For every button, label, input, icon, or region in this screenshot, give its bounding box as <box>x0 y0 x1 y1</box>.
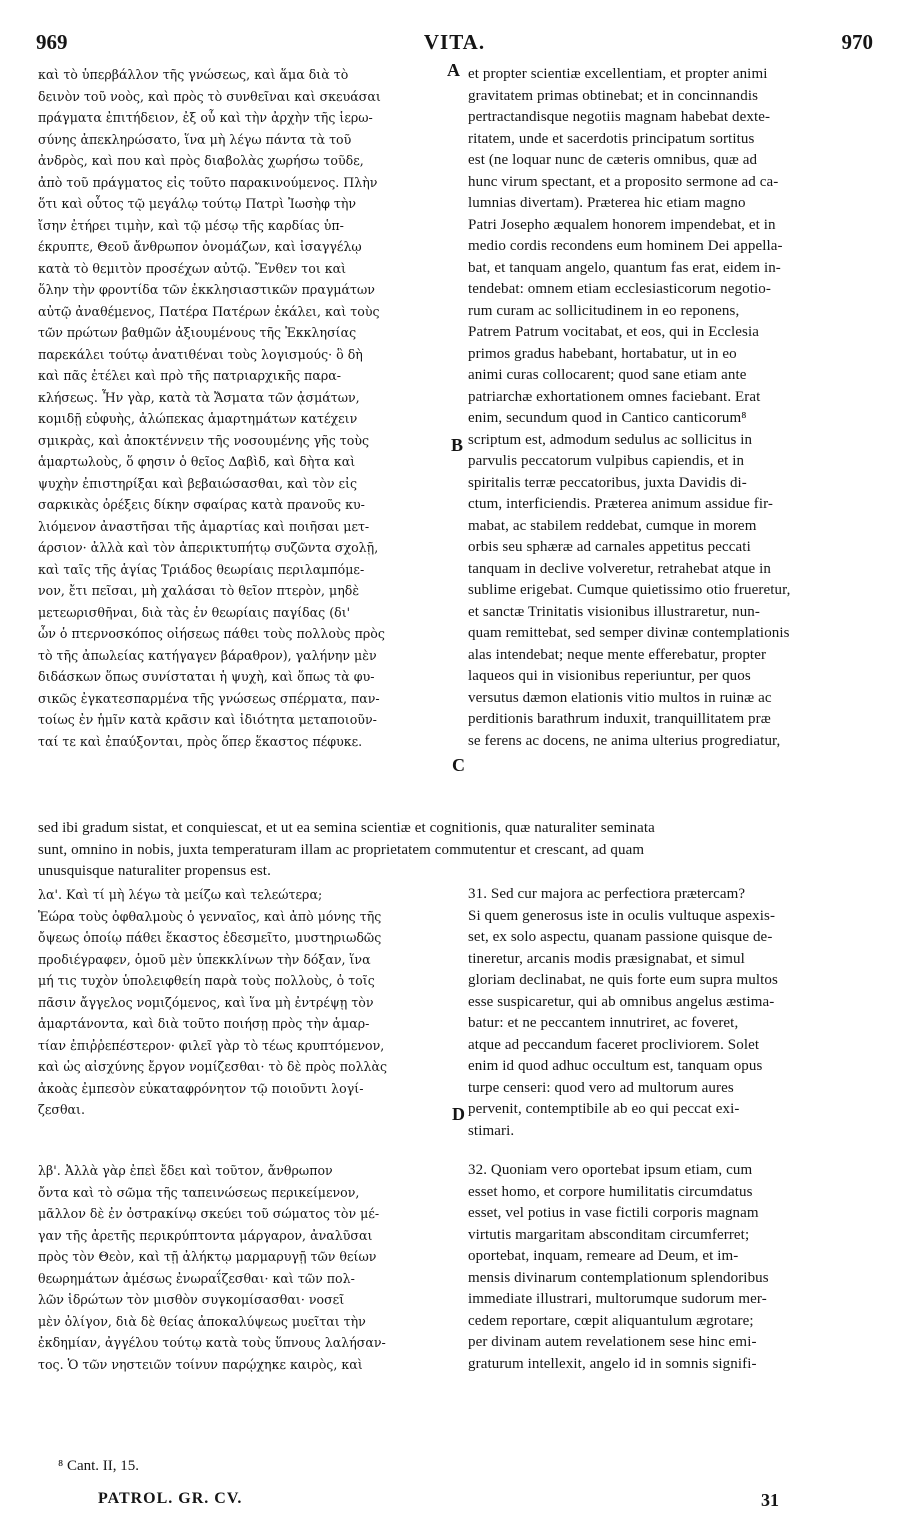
text-line: est (ne loquar nunc de cæteris omnibus, quæ ad <box>468 152 758 168</box>
text-line: μετεωρισθῆναι, διὰ τὰς ἐν θεωρίαις παγίδας (δι' <box>38 604 351 620</box>
text-line: ψυχὴν ἐπιστηρίξαι καὶ βεβαιώσασθαι, καὶ τὸν εἰς <box>38 475 358 491</box>
text-line: stimari. <box>468 1122 515 1139</box>
text-line: σαρκικὰς ὀρέξεις δίκην σφαίρας κατὰ πρανοῦς κυ- <box>38 497 365 512</box>
text-line: animi curas collocarent; quod sane etiam ante <box>468 367 747 383</box>
text-line: ἀκοὰς ἐμπεσὸν εὐκαταφρόνητον τῷ ποιοῦντι λογί- <box>38 1080 364 1096</box>
text-line: ζεσθαι. <box>38 1102 85 1117</box>
greek-section-32 <box>38 1160 458 1375</box>
text-line: σικῶς ἐγκατεσπαρμένα τῆς γνώσεως σπέρματα, παν- <box>38 690 380 706</box>
sheet-number: 31 <box>761 1490 779 1510</box>
running-header <box>36 30 873 60</box>
text-line: patriarchæ exhortationem omnes faciebant. Erat <box>468 388 761 405</box>
text-line: gravitatem primas obtinebat; et in concinnandis <box>468 87 759 104</box>
text-line: ὅλην τὴν φροντίδα τῶν ἐκκλησιαστικῶν πραγμάτων <box>38 282 375 297</box>
text-line: atque ad peccandum faceret procliviorem. Solet <box>468 1036 760 1053</box>
text-line: graturum intellexit, angelo id in somnis signifi- <box>468 1355 757 1372</box>
text-line: τίαν ἐπιῤῥεπέστερον· φιλεῖ γὰρ τὸ τέως κρυπτόμενον, <box>38 1037 385 1053</box>
text-line: enim, secundum quod in Cantico canticorum⁸ <box>468 410 747 426</box>
latin-column-upper <box>468 64 886 752</box>
text-line: ταί τε καὶ ἐπαύξονται, πρὸς ὅπερ ἕκαστος πέφυκε. <box>38 733 363 749</box>
text-line: ἐκδημίαν, ἀγγέλου τούτῳ κατὰ τοὺς ὕπνους λαλήσαν- <box>38 1335 386 1350</box>
text-line: laqueos qui in visionibus reperiuntur, per quos <box>468 668 751 684</box>
text-line: esset, vel potius in vase fictili corporis magnam <box>468 1205 759 1221</box>
text-line: pertractandisque negotiis magnam habebat dexte- <box>468 109 771 125</box>
text-line: et propter scientiæ excellentiam, et propter animi <box>468 66 768 82</box>
text-line: bat, et tanquam angelo, quantum fas erat, eidem in- <box>468 259 781 276</box>
text-line: perditionis barathrum induxit, tranquillitatem præ <box>468 711 771 727</box>
text-line: κατὰ τὸ θεμιτὸν προσέχων αὐτῷ. Ἔνθεν τοι καὶ <box>38 260 347 276</box>
text-line: tineretur, arcanis modis præsignabat, et simul <box>468 950 745 967</box>
text-line: se ferens ac docens, ne anima ulterius progrediatur, <box>468 732 781 749</box>
text-line: medio cordis recondens eum hominem Dei appella- <box>468 238 783 254</box>
text-line: τος. Ὁ τῶν νηστειῶν τοίνυν παρῴχηκε καιρὸς, καὶ <box>38 1356 363 1372</box>
text-line: gloriam declinabat, ne quis forte eum supra multos <box>468 972 778 988</box>
text-line: primos gradus habebant, hortabatur, ut in eo <box>468 345 737 362</box>
text-line: esse suspicaretur, qui ab omnibus angelus æstima- <box>468 993 775 1010</box>
text-line: mensis divinarum contemplationum splendoribus <box>468 1269 769 1286</box>
text-line: έκρυπτε, Θεοῦ ἄνθρωπον ὀνομάζων, καὶ ἰσαγγέλῳ <box>38 239 362 254</box>
text-line: enim id quod adhuc occultum est, tanquam opus <box>468 1058 763 1074</box>
text-line: λα'. Καὶ τί μὴ λέγω τὰ μείζω καὶ τελεώτερα; <box>38 887 323 902</box>
text-line: alas intendebat; neque mente efferebatur, propter <box>468 646 767 663</box>
text-line: mabat, ac stabilem reddebat, cumque in morem <box>468 517 757 534</box>
text-line: κομιδῇ εὐφυὴς, ἀλώπεκας ἁμαρτημάτων κατέχειν <box>38 411 358 426</box>
text-line: parvulis peccatorum vulpibus capiendis, et in <box>468 453 745 469</box>
text-line: hunc virum spectant, et a proposito sermone ad ca- <box>468 173 779 190</box>
text-line: 31. Sed cur majora ac perfectiora prætercam? <box>468 886 746 902</box>
latin-full-width-continuation <box>38 818 886 883</box>
text-line: et sanctæ Trinitatis visionibus illustraretur, nun- <box>468 603 760 620</box>
text-line: scriptum est, admodum sedulus ac sollicitus in <box>468 431 753 448</box>
printer-signature: PATROL. GR. CV. <box>98 1490 243 1507</box>
text-line: κλήσεως. Ἦν γὰρ, κατὰ τὰ Ἄσματα τῶν ᾀσμάτων, <box>38 389 360 405</box>
text-line: virtutis margaritam absconditam circumferret; <box>468 1226 750 1243</box>
text-line: νον, ἔτι πεῖσαι, μὴ χαλάσαι τὸ θεῖον πτερὸν, μηδὲ <box>38 583 360 598</box>
text-line: orbis seu sphæræ ad carnales appetitus peccati <box>468 539 751 555</box>
right-page-number: 970 <box>841 30 873 54</box>
latin-section-31 <box>468 884 886 1142</box>
text-line: rum curam ac sollicitudinem in eo reponens, <box>468 302 740 319</box>
text-line: λβ'. Ἀλλὰ γὰρ ἐπεὶ ἔδει καὶ τοῦτον, ἄνθρωπον <box>38 1163 333 1178</box>
text-line: καὶ τὸ ὑπερβάλλον τῆς γνώσεως, καὶ ἅμα διὰ τὸ <box>38 67 349 82</box>
text-line: τοίως ἐν ἡμῖν κατὰ κρᾶσιν καὶ ἰδιότητα μεταποιοῦν- <box>38 712 377 727</box>
text-line: λιόμενον ἀναστῆσαι τῆς ἁμαρτίας καὶ ποιῆσαι μετ- <box>38 518 370 534</box>
left-page-number: 969 <box>36 30 68 54</box>
text-line: ἴσην ἐτήρει τιμὴν, καὶ τῷ μέσῳ τῆς καρδίας ὑπ- <box>38 217 344 233</box>
text-line: διδάσκων ὅπως συνίσταται ἡ ψυχὴ, καὶ ὅπως τὰ φυ- <box>38 669 375 684</box>
text-line: πᾶσιν ἄγγελος νομιζόμενος, καὶ ἵνα μὴ ἐντρέψῃ τὸν <box>38 994 374 1010</box>
text-line: ἁμαρτωλοὺς, ὅ φησιν ὁ θεῖος Δαβὶδ, καὶ δὴτα καὶ <box>38 454 356 469</box>
text-line: ἁμαρτάνοντα, καὶ διὰ τοῦτο ποιήσῃ πρὸς τὴν ἁμαρ- <box>38 1016 370 1031</box>
text-line: pervenit, contemptibile ab eo qui peccat exi- <box>468 1101 740 1117</box>
text-line: set, ex solo aspectu, quanam passione quisque de- <box>468 929 773 945</box>
text-line: παρεκάλει τούτῳ ἀνατιθέναι τοὺς λογισμούς· ὃ δὴ <box>38 346 363 362</box>
text-line: sublime erigebat. Cumque quietissimo otio frueretur, <box>468 582 791 598</box>
text-line: esset homo, et corpore humilitatis circumdatus <box>468 1183 753 1200</box>
text-line: πρὸς τὸν Θεὸν, καὶ τῇ ἀλήκτῳ μαρμαρυγῇ τῶν θείων <box>38 1249 377 1264</box>
footnote: ⁸ Cant. II, 15. <box>58 1458 140 1474</box>
text-line: ὅτι καὶ οὗτος τῷ μεγάλῳ τούτῳ Πατρὶ Ἰωσὴφ τὴν <box>38 196 357 211</box>
text-line: καὶ πᾶς ἐτέλει καὶ πρὸ τῆς πατριαρχικῆς παρα- <box>38 368 341 383</box>
text-line: sunt, omnino in nobis, juxta temperaturam illam ac proprietatem commutentur et crescant, ad quam <box>38 841 645 858</box>
text-line: τῶν πρώτων βαθμῶν ἀξιουμένους τῆς Ἐκκλησίας <box>38 325 357 340</box>
latin-section-32 <box>468 1160 886 1375</box>
text-line: πράγματα ἐπιτήδειον, ἐξ οὗ καὶ τὴν ἀρχὴν τῆς ἱερω- <box>38 110 373 125</box>
text-line: Patrem Patrum vocitabat, et eos, qui in Ecclesia <box>468 324 759 340</box>
text-line: immediate illustrari, multorumque sudorum mer- <box>468 1291 767 1307</box>
text-line: tendebat: omnem etiam ecclesiasticorum negotio- <box>468 281 771 297</box>
text-line: lumnias divertam). Præterea hic etiam magno <box>468 195 746 211</box>
text-line: σμικρὰς, καὶ ἀποκτέννειν τῆς νοσουμένης γῆς τοὺς <box>38 432 370 448</box>
text-line: σύνης ἀπεκληρώσατο, ἵνα μὴ λέγω πάντα τὰ τοῦ <box>38 131 352 147</box>
text-line: άρσιον· ἀλλὰ καὶ τὸν ἀπερικτυπήτῳ συζῶντα σχολῇ, <box>38 540 379 555</box>
text-line: tanquam in declive volveretur, retrahebat atque in <box>468 560 772 577</box>
text-line: μή τις τυχὸν ὑπολειφθείη παρὰ τοὺς πολλοὺς, ὁ τοῖς <box>38 973 375 988</box>
text-line: μὲν ὀλίγον, διὰ δὲ θείας ἀποκαλύψεως μυεῖται τὴν <box>38 1313 366 1329</box>
text-line: 32. Quoniam vero oportebat ipsum etiam, cum <box>468 1162 753 1178</box>
text-line: δεινὸν τοῦ νοὸς, καὶ πρὸς τὸ συνθεῖναι καὶ σκευάσαι <box>38 88 381 104</box>
greek-section-31 <box>38 884 458 1121</box>
text-line: ritatem, unde et sacerdotis principatum sortitus <box>468 130 755 147</box>
section-marker-c: C <box>452 755 465 775</box>
text-line: προδιέγραφεν, ὁμοῦ μὲν ὑπεκκλίνων τὴν δόξαν, ἵνα <box>38 951 371 967</box>
text-line: αὐτῷ ἀναθέμενος, Πατέρα Πατέρων ἐκάλει, καὶ τοὺς <box>38 303 380 319</box>
text-line: sed ibi gradum sistat, et conquiescat, et ut ea semina scientiæ et cognitionis, quæ naturaliter seminata <box>38 820 655 836</box>
text-line: turpe censeri: quod vero ad multorum aures <box>468 1079 734 1096</box>
text-line: τὸ τῆς ἀπωλείας κατήγαγεν βάραθρον), γαλήνην μὲν <box>38 647 377 663</box>
text-line: ὄψεως ὁποίῳ πάθει ἕκαστος ἐδεσμεῖτο, μυστηριωδῶς <box>38 930 382 945</box>
section-marker-a: A <box>447 60 460 80</box>
text-line: cedem reportare, cœpit aliquantulum ægrotare; <box>468 1312 754 1329</box>
text-line: Patri Josepho æqualem honorem impendebat, et in <box>468 216 776 233</box>
text-line: unusquisque naturaliter propensus est. <box>38 863 271 879</box>
text-line: ἀνδρὸς, καὶ που καὶ πρὸς διαβολὰς χωρήσω τοῦδε, <box>38 153 364 168</box>
text-line: γαν τῆς ἀρετῆς περικρύπτοντα μάργαρον, ἀναλῦσαι <box>38 1227 373 1243</box>
greek-column-upper <box>38 64 454 752</box>
text-line: spiritalis terræ peccatoribus, juxta Davidis di- <box>468 474 747 491</box>
running-title: VITA. <box>423 30 486 54</box>
text-line: Si quem generosus iste in oculis vultuque aspexis- <box>468 907 776 924</box>
text-line: per divinam autem revelationem sese hinc emi- <box>468 1334 757 1350</box>
text-line: μᾶλλον δὲ ἐν ὀστρακίνῳ σκεύει τοῦ σώματος τὸν μέ- <box>38 1206 380 1221</box>
text-line: θεωρημάτων ἀμέσως ἐνωραΐζεσθαι· καὶ τῶν πολ- <box>38 1270 355 1286</box>
text-line: batur: et ne peccantem innutriret, ac foveret, <box>468 1015 739 1031</box>
text-line: καὶ ταῖς τῆς ἁγίας Τριάδος θεωρίαις περιλαμπόμε- <box>38 561 365 577</box>
text-line: ἀπὸ τοῦ πράγματος εἰς τοῦτο παρακινούμενος. Πλὴν <box>38 174 378 190</box>
text-line: versutus dæmon elationis vitio multos in ruinæ ac <box>468 689 772 706</box>
text-line: Ἑώρα τοὺς ὀφθαλμοὺς ὁ γενναῖος, καὶ ἀπὸ μόνης τῆς <box>38 908 382 924</box>
text-line: ὄντα καὶ τὸ σῶμα τῆς ταπεινώσεως περικείμενον, <box>38 1184 360 1200</box>
text-line: λῶν ἱδρώτων τὸν μισθὸν συγκομίσασθαι· νοσεῖ <box>38 1292 345 1307</box>
text-line: καὶ ὡς αἰσχύνης ἔργον νομίζεσθαι· τὸ δὲ πρὸς πολλὰς <box>38 1059 388 1074</box>
text-line: oportebat, inquam, remeare ad Deum, et im- <box>468 1248 739 1264</box>
section-marker-b: B <box>451 435 464 455</box>
text-line: ctum, interficiendis. Præterea animum assidue fir- <box>468 496 774 512</box>
text-line: quam remittebat, sed semper divinæ contemplationis <box>468 625 790 641</box>
section-marker-d: D <box>452 1104 465 1124</box>
text-line: ὧν ὁ πτερνοσκόπος οἰήσεως πάθει τοὺς πολλοὺς πρὸς <box>38 626 385 641</box>
